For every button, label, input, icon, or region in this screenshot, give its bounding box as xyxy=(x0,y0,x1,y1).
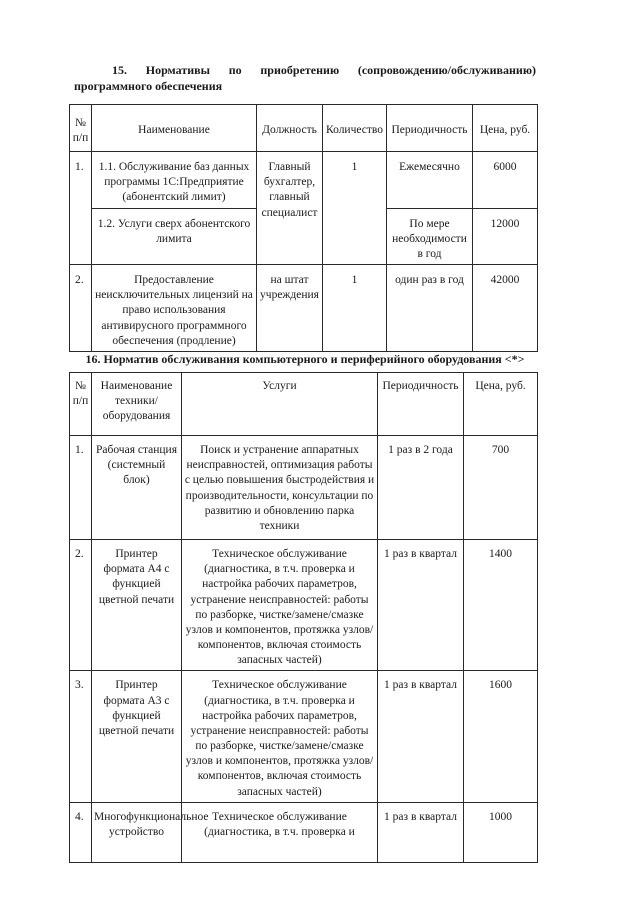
table-row xyxy=(70,540,538,671)
equipment-name: Многофункциональное устройство xyxy=(92,802,182,862)
row-number: 2. xyxy=(70,265,92,352)
column-header: Цена, руб. xyxy=(473,105,538,152)
item-position: Главный бухгалтер, главный специалист xyxy=(257,152,323,265)
equipment-period: 1 раз в квартал xyxy=(378,671,464,802)
heading-word: Нормативы xyxy=(145,63,210,77)
equipment-price: 1600 xyxy=(464,671,538,802)
equipment-price: 1400 xyxy=(464,540,538,671)
software-norms-table xyxy=(69,104,538,352)
table-row xyxy=(70,802,538,862)
equipment-service: Техническое обслуживание (диагностика, в т.ч. проверка и настройка рабочих параметров, устранение неисправностей: работы по разборке, чистке/замене/смазке узлов и компонентов, протяжка узлов/компонентов, включая стоимость запасных частей) xyxy=(182,671,378,802)
equipment-service: Техническое обслуживание (диагностика, в т.ч. проверка и настройка рабочих параметров, устранение неисправностей: работы по разборке, чистке/замене/смазке узлов и компонентов, протяжка узлов/компонентов, включая стоимость запасных частей) xyxy=(182,540,378,671)
equipment-name: Принтер формата А4 с функцией цветной печати xyxy=(92,540,182,671)
equipment-service: Поиск и устранение аппаратных неисправностей, оптимизация работы с целью повышения быстродействия и производительности, консультации по развитию и обновлению парка техники xyxy=(182,436,378,540)
section-15-heading xyxy=(74,63,536,95)
column-header: Услуги xyxy=(182,373,378,436)
table-header-row xyxy=(70,373,538,436)
equipment-service-table xyxy=(69,372,538,863)
item-period: один раз в год xyxy=(387,265,473,352)
column-header: Периодичность xyxy=(387,105,473,152)
section-15-heading-line2: программного обеспечения xyxy=(74,78,223,93)
item-name: 1.1. Обслуживание баз данных программы 1С:Предприятие (абонентский лимит) xyxy=(92,152,257,209)
item-quantity: 1 xyxy=(323,265,387,352)
item-price: 42000 xyxy=(473,265,538,352)
item-name: 1.2. Услуги сверх абонентского лимита xyxy=(92,208,257,265)
equipment-period: 1 раз в квартал xyxy=(378,802,464,862)
row-number: 4. xyxy=(70,802,92,862)
table-row xyxy=(70,671,538,802)
column-header: Периодичность xyxy=(378,373,464,436)
heading-word: 15. xyxy=(112,63,127,77)
column-header: Количество xyxy=(323,105,387,152)
equipment-name: Рабочая станция (системный блок) xyxy=(92,436,182,540)
equipment-period: 1 раз в 2 года xyxy=(378,436,464,540)
row-number: 1. xyxy=(70,152,92,265)
equipment-service: Техническое обслуживание (диагностика, в т.ч. проверка и xyxy=(182,802,378,862)
section-16-heading: 16. Норматив обслуживания компьютерного и периферийного оборудования <*> xyxy=(85,352,525,366)
row-number: 2. xyxy=(70,540,92,671)
section-15-heading-line1 xyxy=(74,63,536,79)
heading-word: по xyxy=(228,63,242,77)
column-header: Наименование xyxy=(92,105,257,152)
column-header: № п/п xyxy=(70,105,92,152)
item-quantity: 1 xyxy=(323,152,387,265)
row-number: 3. xyxy=(70,671,92,802)
table-row xyxy=(70,265,538,352)
table-row xyxy=(70,436,538,540)
equipment-period: 1 раз в квартал xyxy=(378,540,464,671)
equipment-price: 700 xyxy=(464,436,538,540)
item-position: на штат учреждения xyxy=(257,265,323,352)
equipment-price: 1000 xyxy=(464,802,538,862)
column-header: Наименование техники/оборудования xyxy=(92,373,182,436)
column-header: Должность xyxy=(257,105,323,152)
heading-word: приобретению xyxy=(260,63,340,77)
item-period: По мере необходимости в год xyxy=(387,208,473,265)
item-price: 12000 xyxy=(473,208,538,265)
table-row xyxy=(70,152,538,209)
item-name: Предоставление неисключительных лицензий на право использования антивирусного программного обеспечения (продление) xyxy=(92,265,257,352)
item-period: Ежемесячно xyxy=(387,152,473,209)
column-header: Цена, руб. xyxy=(464,373,538,436)
heading-word: (сопровождению/обслуживанию) xyxy=(357,63,536,77)
equipment-name: Принтер формата А3 с функцией цветной печати xyxy=(92,671,182,802)
item-price: 6000 xyxy=(473,152,538,209)
row-number: 1. xyxy=(70,436,92,540)
table-header-row xyxy=(70,105,538,152)
column-header: № п/п xyxy=(70,373,92,436)
